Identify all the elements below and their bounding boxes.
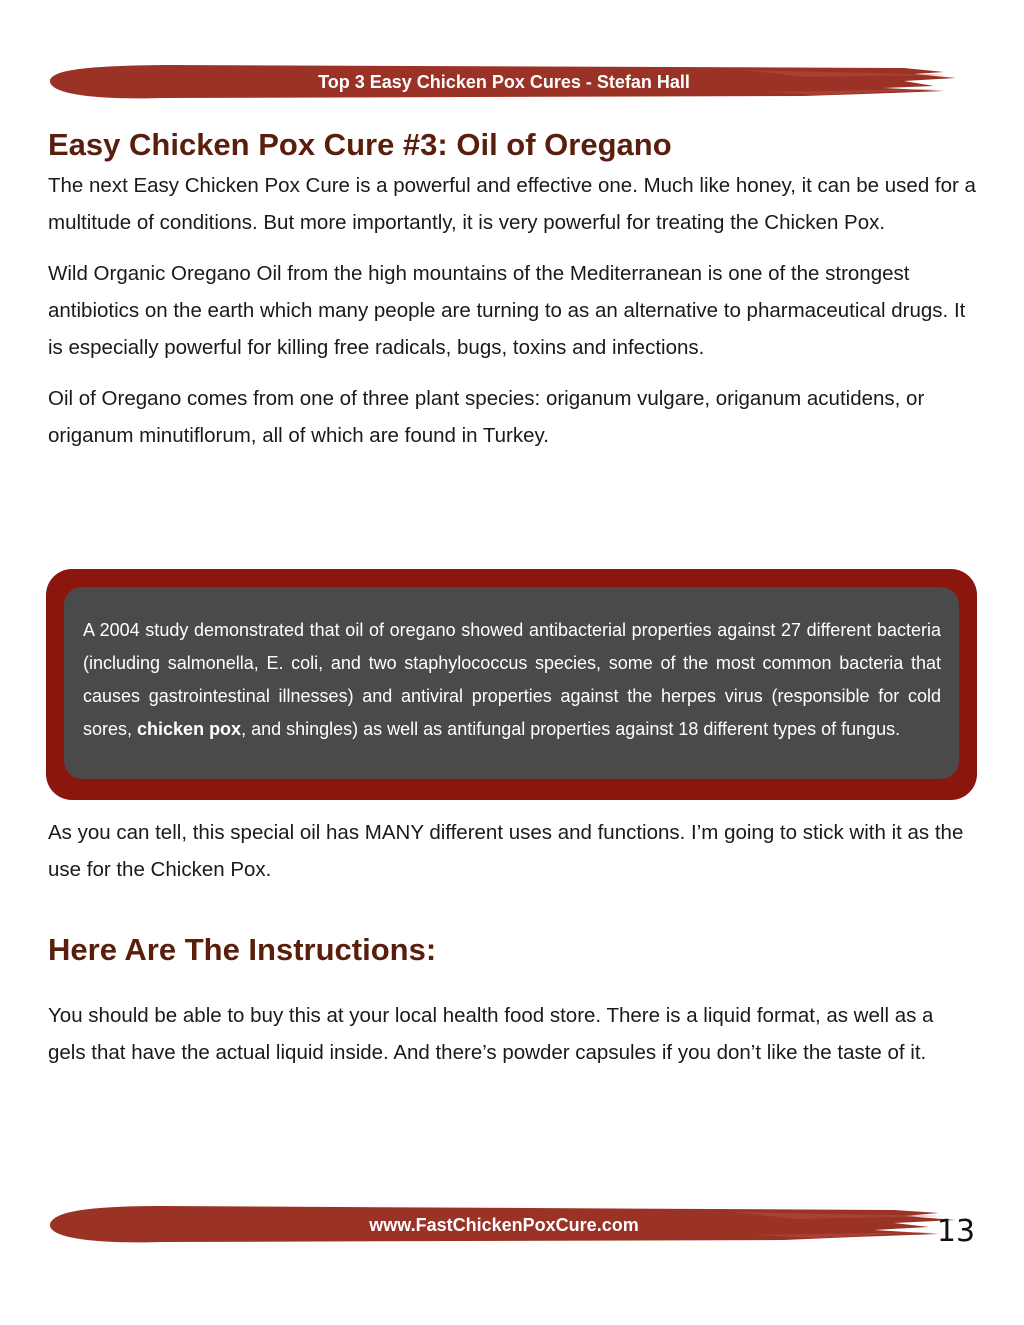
paragraph-plant-species: Oil of Oregano comes from one of three plant species: origanum vulgare, origanum acutidens, or origanum minutiflorum, all of which are found in Turkey. bbox=[48, 387, 925, 447]
study-callout-inner bbox=[64, 587, 959, 779]
page-number: 13 bbox=[936, 1214, 976, 1249]
header-banner bbox=[44, 58, 964, 108]
after-callout-section bbox=[48, 814, 976, 888]
footer-banner bbox=[44, 1200, 964, 1250]
section-title-oil-of-oregano: Easy Chicken Pox Cure #3: Oil of Oregano bbox=[48, 127, 672, 162]
document-header-title: Top 3 Easy Chicken Pox Cures - Stefan Hall bbox=[318, 72, 690, 92]
callout-text-before: A 2004 study demonstrated that oil of oregano showed antibacterial properties against 27 different bacteria (including salmonella, E. coli, and two staphylococcus species, some of the most common bacteria that causes gastrointestinal illnesses) and antiviral properties against the herpes virus (responsible for cold sores, bbox=[83, 620, 941, 739]
paragraph-wild-oregano: Wild Organic Oregano Oil from the high mountains of the Mediterranean is one of the strongest antibiotics on the earth which many people are turning to as an alternative to pharmaceutical drugs. It is especially powerful for killing free radicals, bugs, toxins and infections. bbox=[48, 262, 966, 359]
callout-text-after: , and shingles) as well as antifungal properties against 18 different types of fungus. bbox=[241, 719, 901, 739]
paragraph-instructions: You should be able to buy this at your local health food store. There is a liquid format, as well as a gels that have the actual liquid inside. And there’s powder capsules if you don’t like the taste of it. bbox=[48, 1004, 934, 1064]
main-content bbox=[48, 125, 976, 454]
paragraph-many-uses: As you can tell, this special oil has MANY different uses and functions. I’m going to stick with it as the use for the Chicken Pox. bbox=[48, 821, 964, 881]
footer-website-url[interactable]: www.FastChickenPoxCure.com bbox=[369, 1215, 639, 1235]
study-callout-box bbox=[46, 569, 977, 800]
study-callout-text bbox=[83, 614, 941, 746]
callout-text-bold: chicken pox bbox=[137, 719, 242, 739]
section-title-instructions: Here Are The Instructions: bbox=[48, 932, 437, 967]
paragraph-intro: The next Easy Chicken Pox Cure is a powerful and effective one. Much like honey, it can be used for a multitude of conditions. But more importantly, it is very powerful for treating the Chicken Pox. bbox=[48, 174, 976, 234]
instructions-section bbox=[48, 997, 976, 1071]
